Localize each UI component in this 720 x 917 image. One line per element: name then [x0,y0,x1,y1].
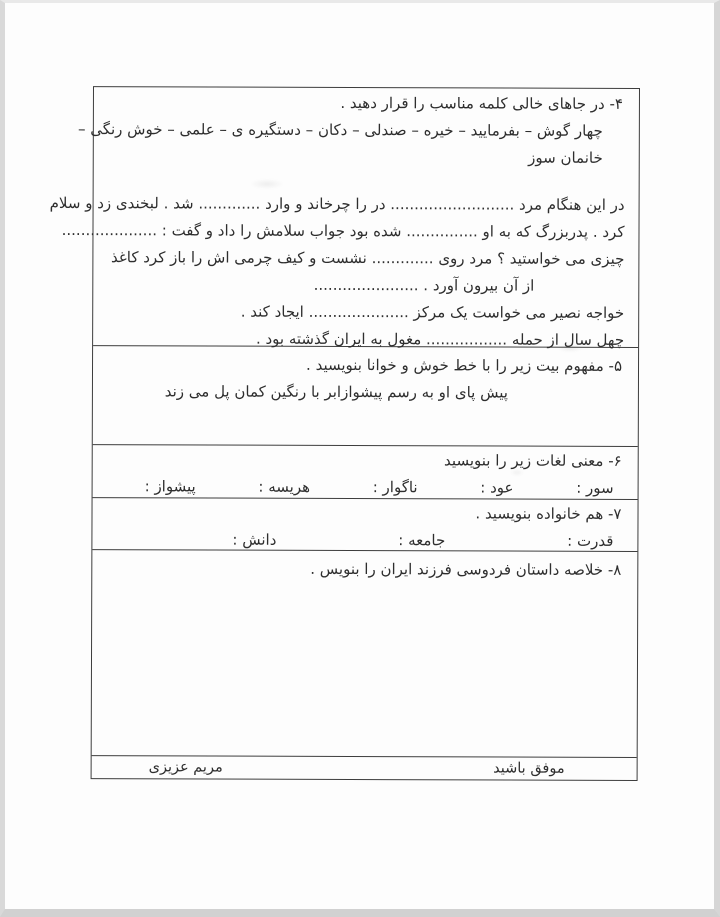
family-item: جامعه : [398,531,446,550]
blank-line [104,170,625,192]
vocab-item: ناگوار : [372,478,418,497]
question-5-header: ۵- مفهوم بیت زیر را با خط خوش و خوانا بنویسید . [306,355,623,375]
family-item: قدرت : [567,531,614,550]
question-4-passage-line: در این هنگام مرد .......................... در را چرخاند و وارد ............. شد . لبخندی زد و سلام [49,193,625,214]
verse-second-hemistich: ابر با رنگین کمان پل می زند [164,382,342,401]
question-4-section [49,87,639,349]
question-5-verse [103,378,624,407]
question-7-section [92,497,637,551]
question-4-passage-line: چیزی می خواستید ؟ مرد روی ............. نشست و کیف چرمی اش را باز کرد کاغذ [111,248,625,268]
question-8-section [92,549,638,757]
family-item: دانش : [232,530,277,549]
question-4-passage-line: از آن بیرون آورد . ...................... [313,275,535,295]
exam-table [49,86,640,781]
vocab-item: سور : [576,478,614,497]
footer-good-luck: موفق باشید [493,759,565,777]
footer-row [92,755,637,780]
question-4-word-bank-line-1: چهار گوش – بفرمایید – خیره – صندلی – دکان – دستگیره ی – علمی – خوش رنگی – [77,120,603,140]
question-6-header: ۶- معنی لغات زیر را بنویسید [444,451,622,470]
question-4-passage-line: کرد . پدربزرگ که به او ............... شده بود جواب سلامش را داد و گفت : .................... [61,220,625,241]
verse-first-hemistich: پیش پای او به رسم پیشواز [341,382,508,402]
vocab-item: عود : [480,478,514,497]
question-4-header: ۴- در جاهای خالی کلمه مناسب را قرار دهید . [340,93,623,113]
question-4-passage-line: چهل سال از حمله ................. مغول به ایران گذشته بود . [255,329,625,349]
vocab-item: هریسه : [258,477,311,496]
question-5-section [93,345,638,446]
footer-teacher-name: مریم عزیزی [148,758,223,776]
question-4-word-bank-line-2: خانمان سوز [528,148,603,167]
vocab-item: پیشواز : [144,477,196,496]
question-7-header: ۷- هم خانواده بنویسید . [475,504,622,523]
question-8-header: ۸- خلاصه داستان فردوسی فرزند ایران را بنویس . [310,559,622,579]
question-6-section [93,444,638,499]
question-4-passage-line: خواجه نصیر می خواست یک مرکز ..................... ایجاد کند . [240,302,625,322]
